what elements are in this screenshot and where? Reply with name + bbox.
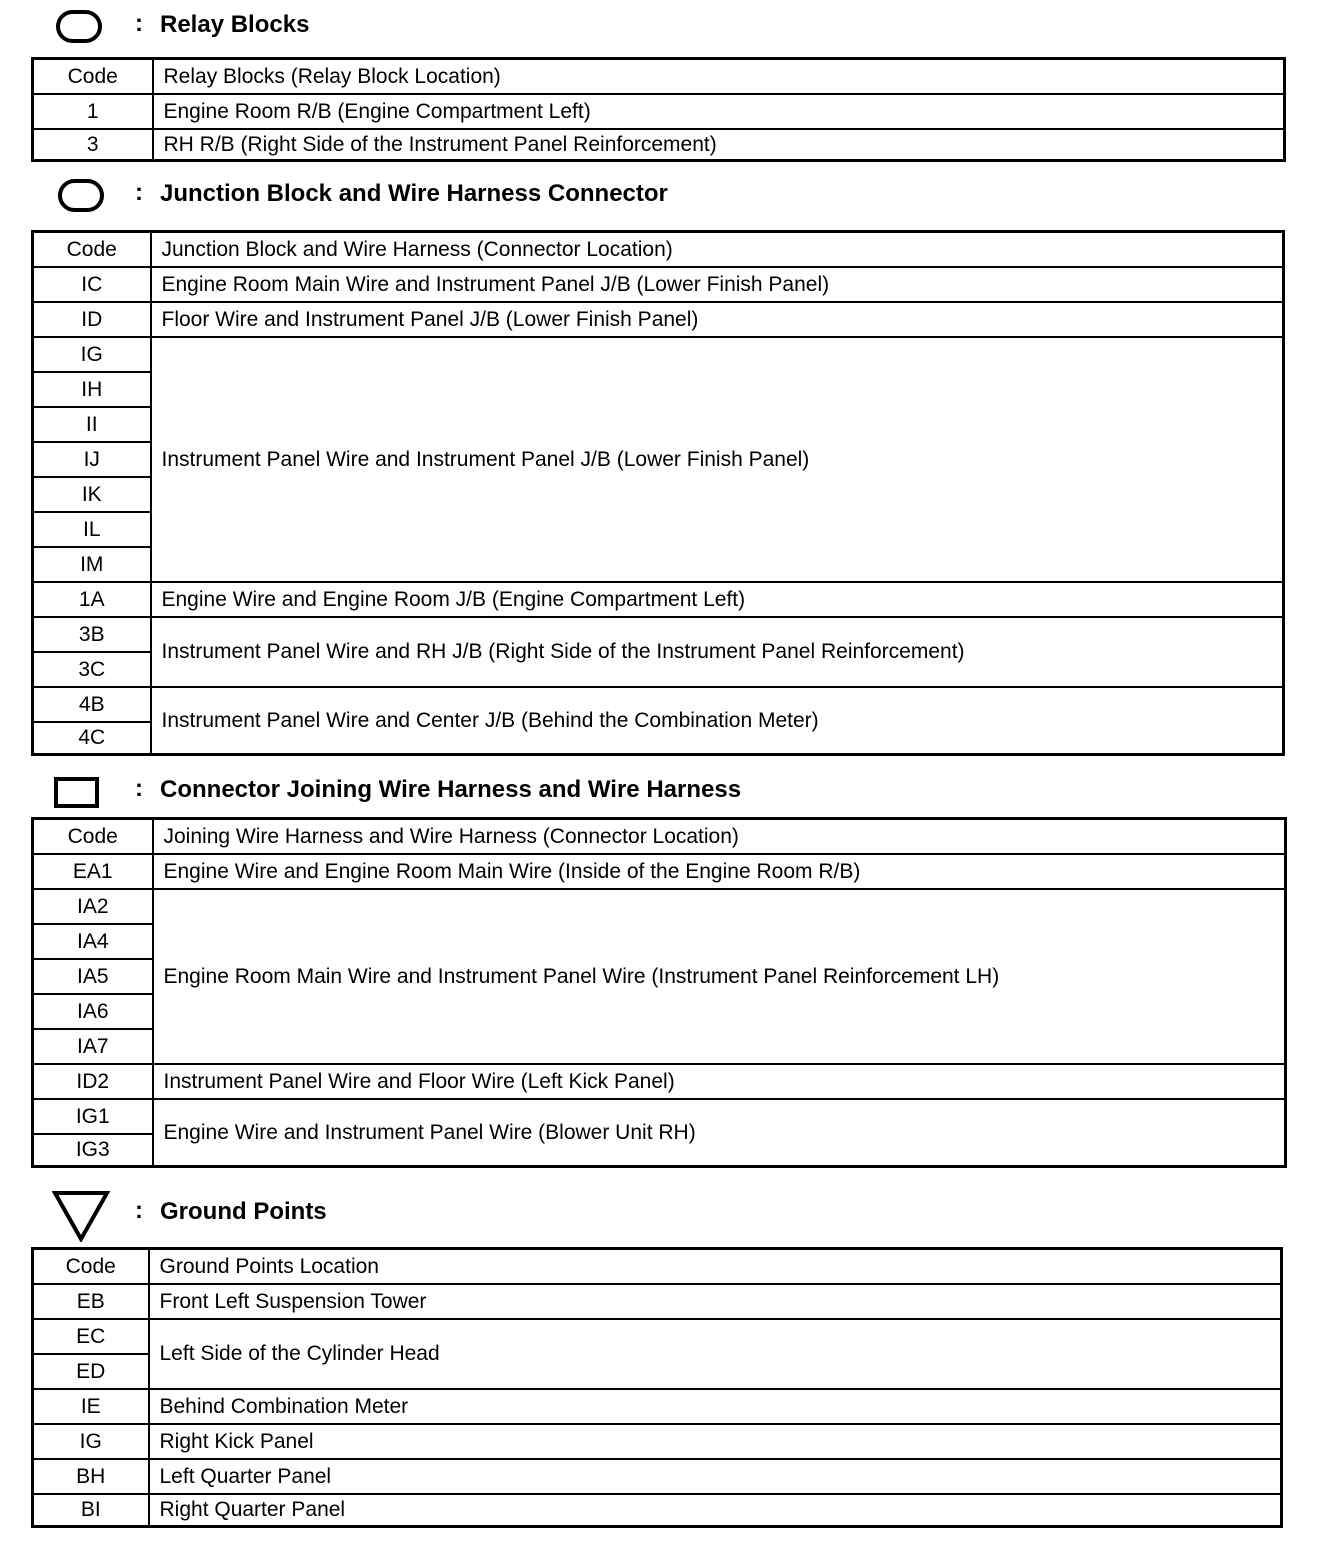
down-triangle-icon — [52, 1190, 110, 1242]
description-cell: RH R/B (Right Side of the Instrument Panel Reinforcement) — [153, 129, 1285, 161]
code-cell: ID2 — [33, 1064, 153, 1099]
table-header-row — [33, 819, 1286, 854]
code-header: Code — [33, 232, 151, 267]
description-cell: Left Side of the Cylinder Head — [149, 1319, 1282, 1389]
table-row — [33, 854, 1286, 889]
description-cell: Instrument Panel Wire and Center J/B (Behind the Combination Meter) — [151, 687, 1284, 755]
colon: : — [135, 775, 143, 802]
description-cell: Engine Room Main Wire and Instrument Panel J/B (Lower Finish Panel) — [151, 267, 1284, 302]
description-cell: Instrument Panel Wire and Floor Wire (Left Kick Panel) — [153, 1064, 1286, 1099]
code-cell: IG3 — [33, 1134, 153, 1167]
description-cell: Engine Room Main Wire and Instrument Panel Wire (Instrument Panel Reinforcement LH) — [153, 889, 1286, 1064]
description-cell: Floor Wire and Instrument Panel J/B (Lower Finish Panel) — [151, 302, 1284, 337]
code-cell: ID — [33, 302, 151, 337]
relay-blocks-table — [31, 57, 1286, 162]
table-row — [33, 687, 1284, 722]
rounded-rectangle-icon — [56, 10, 102, 43]
code-cell: IG — [33, 337, 151, 372]
code-cell: BH — [33, 1459, 149, 1494]
section-title: Ground Points — [160, 1198, 327, 1225]
code-cell: 3B — [33, 617, 151, 652]
code-cell: IE — [33, 1389, 149, 1424]
description-header: Relay Blocks (Relay Block Location) — [153, 59, 1285, 94]
code-cell: IA2 — [33, 889, 153, 924]
code-header: Code — [33, 59, 153, 94]
code-cell: EB — [33, 1284, 149, 1319]
description-cell: Right Quarter Panel — [149, 1494, 1282, 1527]
code-cell: 3C — [33, 652, 151, 687]
description-cell: Left Quarter Panel — [149, 1459, 1282, 1494]
table-row — [33, 302, 1284, 337]
code-cell: 4C — [33, 722, 151, 755]
description-cell: Engine Wire and Engine Room J/B (Engine Compartment Left) — [151, 582, 1284, 617]
colon: : — [135, 10, 143, 37]
code-cell: IA6 — [33, 994, 153, 1029]
connector-joining-table — [31, 817, 1287, 1168]
table-row — [33, 1064, 1286, 1099]
code-cell: ED — [33, 1354, 149, 1389]
code-header: Code — [33, 819, 153, 854]
description-cell: Engine Wire and Engine Room Main Wire (Inside of the Engine Room R/B) — [153, 854, 1286, 889]
code-cell: IA4 — [33, 924, 153, 959]
code-cell: IC — [33, 267, 151, 302]
description-cell: Engine Wire and Instrument Panel Wire (Blower Unit RH) — [153, 1099, 1286, 1167]
code-header: Code — [33, 1249, 149, 1284]
table-row — [33, 129, 1285, 161]
section-title: Junction Block and Wire Harness Connector — [160, 180, 668, 207]
rectangle-icon — [54, 777, 99, 808]
table-row — [33, 267, 1284, 302]
description-cell: Right Kick Panel — [149, 1424, 1282, 1459]
table-row — [33, 1319, 1282, 1354]
section-title: Relay Blocks — [160, 11, 310, 38]
code-cell: IA7 — [33, 1029, 153, 1064]
code-cell: IM — [33, 547, 151, 582]
table-row — [33, 1389, 1282, 1424]
rounded-rectangle-icon — [58, 179, 104, 212]
description-cell: Front Left Suspension Tower — [149, 1284, 1282, 1319]
table-header-row — [33, 59, 1285, 94]
table-row — [33, 617, 1284, 652]
code-cell: IH — [33, 372, 151, 407]
description-cell: Instrument Panel Wire and Instrument Panel J/B (Lower Finish Panel) — [151, 337, 1284, 582]
code-cell: IG — [33, 1424, 149, 1459]
code-cell: IG1 — [33, 1099, 153, 1134]
table-row — [33, 337, 1284, 372]
relay-blocks-header — [0, 0, 1328, 60]
code-cell: IA5 — [33, 959, 153, 994]
table-header-row — [33, 1249, 1282, 1284]
code-cell: II — [33, 407, 151, 442]
colon: : — [135, 1197, 143, 1224]
colon: : — [135, 179, 143, 206]
junction-block-table — [31, 230, 1285, 756]
code-cell: IK — [33, 477, 151, 512]
code-cell: BI — [33, 1494, 149, 1527]
code-cell: IL — [33, 512, 151, 547]
code-cell: 1 — [33, 94, 153, 129]
description-cell: Instrument Panel Wire and RH J/B (Right Side of the Instrument Panel Reinforcement) — [151, 617, 1284, 687]
table-row — [33, 1459, 1282, 1494]
table-row — [33, 1494, 1282, 1527]
table-row — [33, 1424, 1282, 1459]
code-cell: 3 — [33, 129, 153, 161]
code-cell: IJ — [33, 442, 151, 477]
code-cell: 1A — [33, 582, 151, 617]
table-row — [33, 1284, 1282, 1319]
ground-points-table — [31, 1247, 1283, 1528]
description-cell: Engine Room R/B (Engine Compartment Left) — [153, 94, 1285, 129]
description-header: Ground Points Location — [149, 1249, 1282, 1284]
section-title: Connector Joining Wire Harness and Wire Harness — [160, 776, 742, 803]
code-cell: 4B — [33, 687, 151, 722]
junction-block-header — [0, 170, 1328, 230]
description-header: Joining Wire Harness and Wire Harness (Connector Location) — [153, 819, 1286, 854]
table-header-row — [33, 232, 1284, 267]
ground-points-header — [0, 1185, 1328, 1245]
description-header: Junction Block and Wire Harness (Connector Location) — [151, 232, 1284, 267]
table-row — [33, 582, 1284, 617]
description-cell: Behind Combination Meter — [149, 1389, 1282, 1424]
code-cell: EA1 — [33, 854, 153, 889]
table-row — [33, 889, 1286, 924]
table-row — [33, 94, 1285, 129]
code-cell: EC — [33, 1319, 149, 1354]
table-row — [33, 1099, 1286, 1134]
